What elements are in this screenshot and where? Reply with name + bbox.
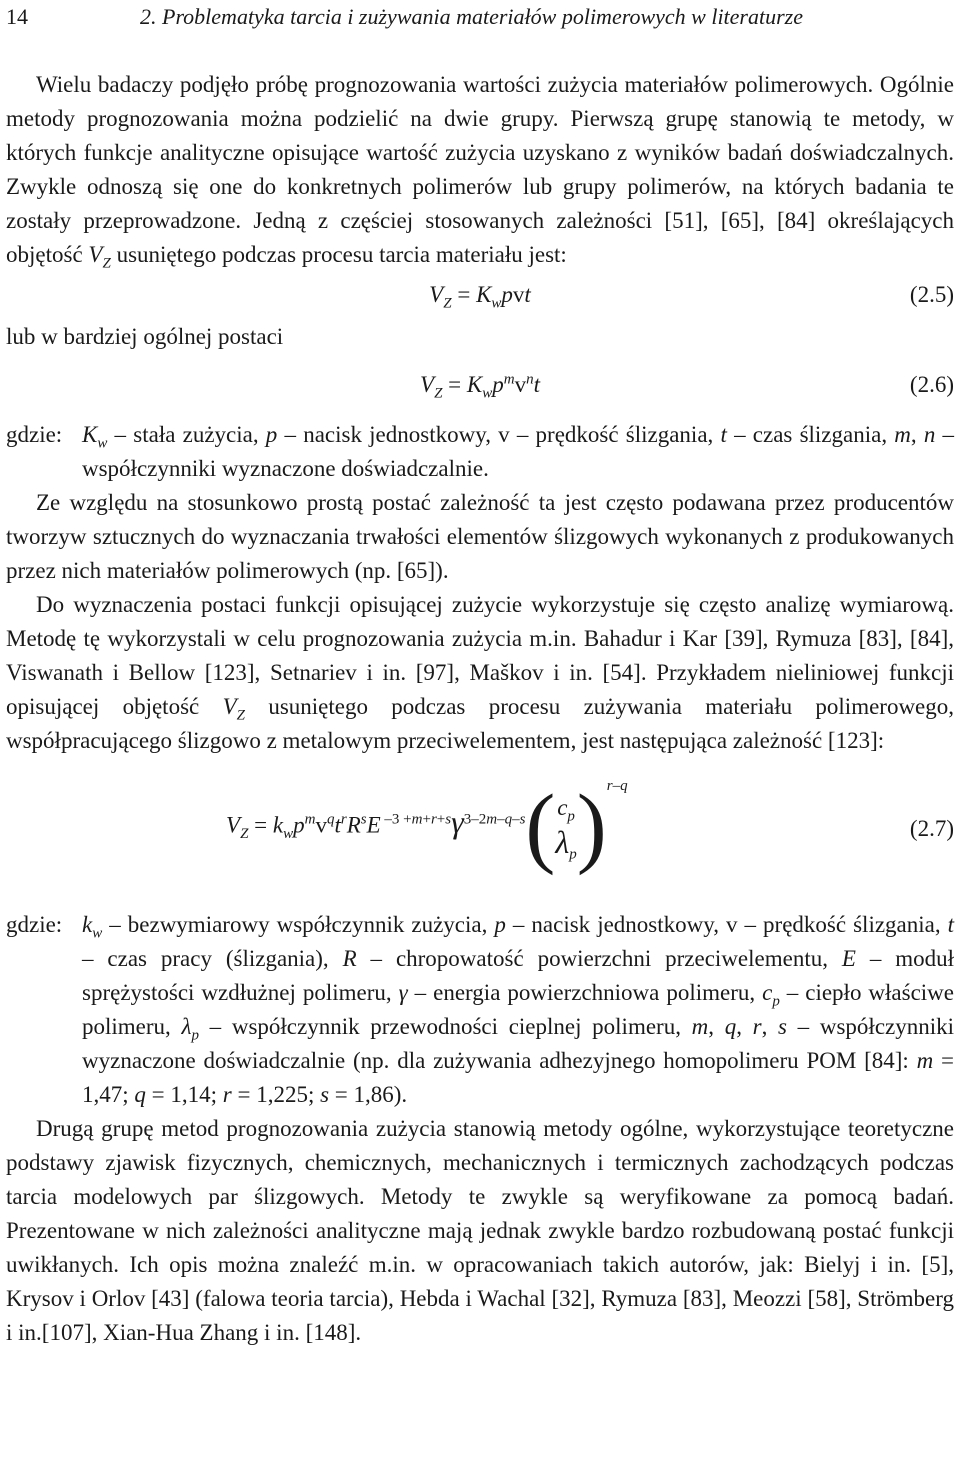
equation-2-6 [6, 354, 954, 418]
legend-label: gdzie: [6, 422, 63, 447]
page-body [6, 68, 954, 1350]
paragraph-1: Wielu badaczy podjęło próbę prognozowania wartości zużycia materiałów polimerowych. Ogólnie metody prognozowania można podzielić na dwie grupy. Pierwszą grupę stanowią te metody, w których funkcje analityczne opisujące wartość zużycia uzyskano z wyników badań doświadczalnych. Zwykle odnoszą się one do konkretnych polimerów lub grupy polimerów, na których badania te zostały przeprowadzone. Jedną z częściej stosowanych zależności [51], [65], [84] określających objętość $V_Z$ usuniętego podczas procesu tarcia materiału jest: [6, 72, 954, 272]
legend-label: gdzie: [6, 912, 63, 937]
equation-2-7-formula: $V_Z = k_wp^mv^qt^rR^sE$ $^{-3 +m+r+s}\gamma^{3-2m-q-s}$( $c_p$ $\lambda_p$ )$^{r-q}$ [226, 777, 628, 876]
paragraph-2: Ze względu na stosunkowo prostą postać zależność ta jest często podawana przez producentów tworzyw sztucznych do wyznaczania trwałości elementów ślizgowych wykonanych z produkowanych przez nich materiałów polimerowych (np. [65]). [6, 490, 954, 583]
paragraph-3: Do wyznaczenia postaci funkcji opisującej zużycie wykorzystuje się często analizę wymiarową. Metodę tę wykorzystali w celu prognozowania zużycia m.in. Bahadur i Kar [39], Rymuza [83], [84], Viswanath i Bellow [123], Setnariev i in. [97], Maškov i in. [54]. Przykładem nieliniowej funkcji opisującej objętość $V_Z$ usuniętego podczas procesu zużywania materiału polimerowego, współpracującego ślizgowo z metalowym przeciwelementem, jest następująca zależność [123]: [6, 592, 955, 753]
equation-2-5-number: (2.5) [909, 282, 954, 307]
equation-2-7 [6, 758, 954, 908]
page-header [6, 2, 954, 36]
equation-2-6-formula: $V_Z = K_wp^mv^nt$ [420, 371, 540, 402]
running-title: 2. Problematyka tarcia i zużywania materiałów polimerowych w literaturze [140, 4, 803, 29]
paragraph-4: Drugą grupę metod prognozowania zużycia stanowią metody ogólne, wykorzystujące teoretyczne podstawy zjawisk fizycznych, chemicznych, mechanicznych i termicznych zachodzących podczas tarcia modelowych par ślizgowych. Metody te zwykle są weryfikowane za pomocą badań. Prezentowane w nich zależności analityczne mają jednak zwykle bardzo rozbudowaną postać funkcji uwikłanych. Ich opis można znaleźć m.in. w opracowaniach takich autorów, jak: Bielyj i in. [5], Krysov i Orlov [43] (falowa teoria tarcia), Hebda i Wachal [32], Rymuza [83], Meozzi [58], Strömberg i in.[107], Xian-Hua Zhang i in. [148]. [6, 1116, 954, 1345]
page-number: 14 [6, 4, 28, 29]
legend-text: $K_w$ – stała zużycia, p – nacisk jednostkowy, v – prędkość ślizgania, t – czas ślizgania, m, n – współczynniki wyznaczone doświadczalnie. [82, 422, 955, 481]
equation-2-7-number: (2.7) [909, 816, 954, 841]
paragraph-between: lub w bardziej ogólnej postaci [6, 324, 284, 349]
legend-text: $k_w$ – bezwymiarowy współczynnik zużycia, p – nacisk jednostkowy, v – prędkość ślizgania, t – czas pracy (ślizgania), R – chropowatość powierzchni przeciwelementu, E – moduł sprężystości wzdłużnej polimeru, γ – energia powierzchniowa polimeru, $c_p$ – ciepło właściwe polimeru, $\lambda_p$ – współczynnik przewodności cieplnej polimeru, m, q, r, s – współczynniki wyznaczone doświadczalnie (np. dla zużywania adhezyjnego homopolimeru POM [84]: m = 1,47; q = 1,14; r = 1,225; s = 1,86). [82, 912, 955, 1107]
equation-2-5-formula: $V_Z = K_wpvt$ [429, 282, 531, 312]
symbol-legend-2 [6, 908, 954, 1112]
equation-2-5 [6, 272, 954, 320]
equation-2-6-number: (2.6) [909, 372, 954, 397]
symbol-legend-1 [6, 418, 954, 486]
